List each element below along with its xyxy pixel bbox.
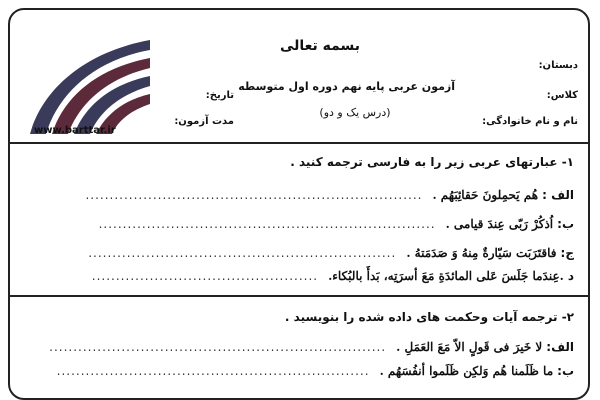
answer-line: ...................................................................... [98,217,436,231]
item-text: اُذکُرْ رَبّی عِندَ قیامی . [445,217,554,231]
item-text: .عِندَما جَلَسَ عَلی المائدَةِ مَعَ أسرَتِه، بَدأَ بالبُکاء. [328,269,564,283]
question-1-item-d [91,265,574,287]
answer-line: ............................................... [91,269,319,283]
question-1-item-c [88,242,574,264]
item-label: ج: [560,246,574,260]
item-label: ب: [557,364,574,378]
question-2-item-a [49,336,574,358]
item-text: لا خَیرَ فی قَولٍ الاّ مَعَ العَمَلِ . [396,340,543,354]
item-text: ما ظَلَمنا هُم وَلکِن ظَلَموا أنفُسَهُم . [379,364,554,378]
item-text: هُم یَحمِلونَ حَقائِبَهُم . [432,188,539,202]
answer-line: ................................................................. [56,364,370,378]
class-label: کلاس: [546,90,578,101]
date-label: تاریخ: [205,90,234,101]
name-label: نام و نام خانوادگی: [482,116,578,127]
question-1-item-a [85,184,574,206]
item-text: فاقتَرَبَت سَیّارةٌ مِنهُ وَ صَدَمَتهُ . [406,246,557,260]
item-label: د [567,269,574,283]
answer-line: ...................................................................... [49,340,387,354]
item-label: الف : [542,188,574,202]
duration-label: مدت آزمون: [174,116,234,127]
answer-line: ................................................................ [88,246,397,260]
header-divider [10,142,588,144]
barttar-logo [24,30,154,138]
question-2-title: ۲- ترجمه آیات وحکمت های داده شده را بنویسید . [284,310,574,324]
logo-url-text: www.barttar.ir [34,125,116,136]
question-2-item-b [56,360,574,382]
school-label: دبستان: [538,60,578,71]
section-divider [10,295,588,297]
answer-line: ...................................................................... [85,188,423,202]
exam-header [10,10,588,142]
page-title: بسمه تعالی [279,38,361,54]
item-label: الف: [546,340,574,354]
lesson-subtitle: (درس یک و دو) [319,106,391,119]
item-label: ب: [557,217,574,231]
exam-frame [8,8,590,400]
question-1-title: ۱- عبارتهای عربی زیر را به فارسی ترجمه کنید . [290,155,574,169]
question-1-item-b [98,213,574,235]
exam-title: آزمون عربی پایه نهم دوره اول متوسطه [238,80,455,93]
